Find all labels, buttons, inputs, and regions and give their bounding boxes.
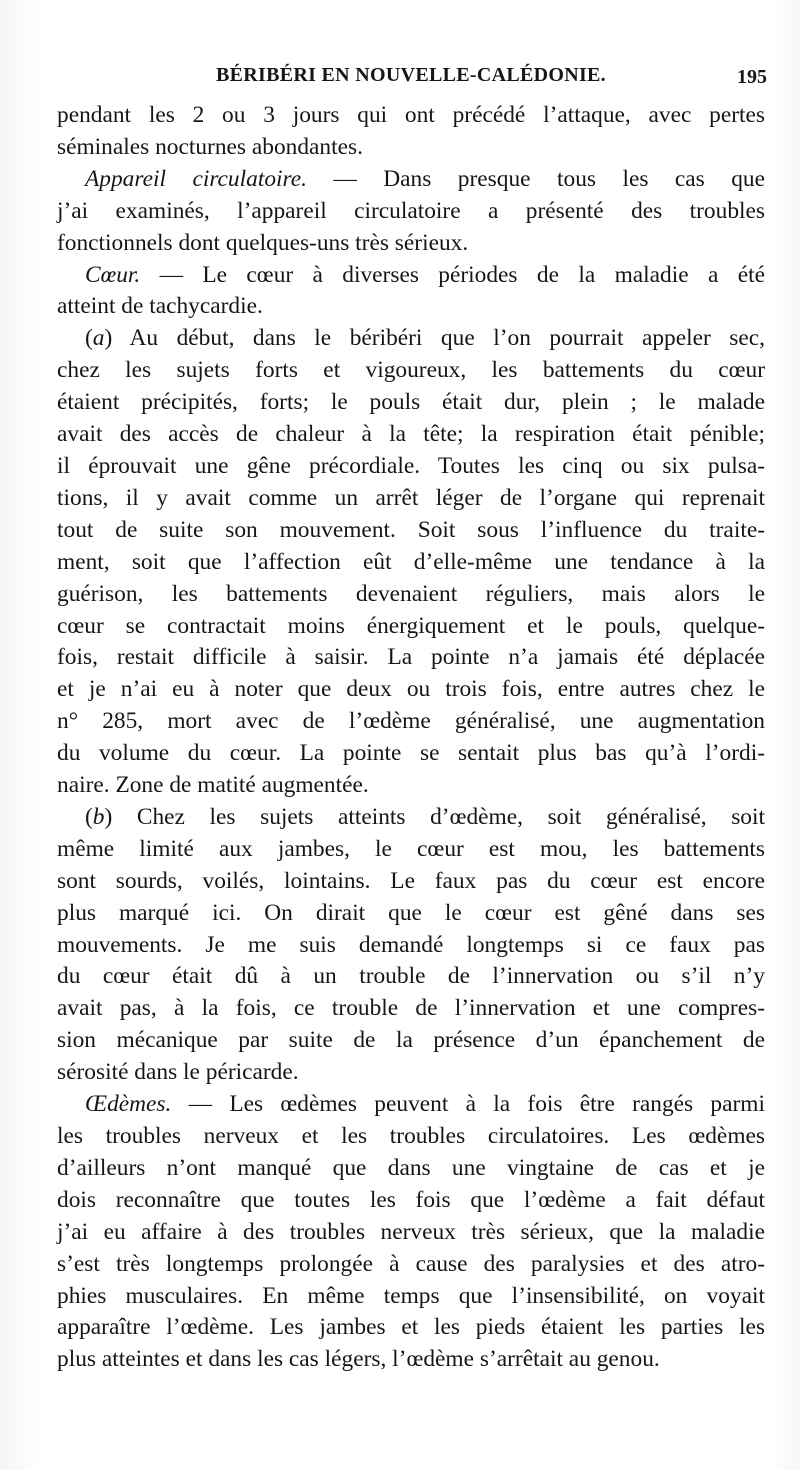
text-line: sont sourds, voilés, lointains. Le faux pas du cœur est encore <box>57 867 765 894</box>
text-line: séminales nocturnes abondantes. <box>57 133 363 160</box>
text-line: s’est très longtemps prolongée à cause des paralysies et des atro- <box>57 1250 765 1277</box>
text-line: du cœur était dû à un trouble de l’innervation ou s’il n’y <box>57 963 765 990</box>
paragraph-heading: Appareil circulatoire. <box>85 165 307 192</box>
page-header <box>55 62 767 98</box>
text-line: j’ai eu affaire à des troubles nerveux très sérieux, que la maladie <box>57 1218 765 1245</box>
paragraph <box>57 323 765 802</box>
body-text <box>57 100 765 1376</box>
text-line: phies musculaires. En même temps que l’insensibilité, on voyait <box>57 1282 765 1309</box>
text-line: et je n’ai eu à noter que deux ou trois fois, entre autres chez le <box>57 676 765 703</box>
text-line: tions, il y avait comme un arrêt léger de l’organe qui reprenait <box>57 484 765 511</box>
text-line: atteint de tachycardie. <box>57 293 263 320</box>
text-line: fois, restait difficile à saisir. La pointe n’a jamais été déplacée <box>57 644 765 671</box>
text-line: dois reconnaître que toutes les fois que l’œdème a fait défaut <box>57 1186 765 1213</box>
text-line: il éprouvait une gêne précordiale. Toutes les cinq ou six pulsa- <box>57 452 765 479</box>
text-line: Cœur. — Le cœur à diverses périodes de la maladie a été <box>85 261 765 288</box>
text-line: du volume du cœur. La pointe se sentait plus bas qu’à l’ordi- <box>57 740 765 767</box>
enumeration-label: (a) <box>85 325 113 352</box>
paragraph <box>57 164 765 260</box>
text-line: tout de suite son mouvement. Soit sous l’influence du traite- <box>57 516 765 543</box>
text-line: d’ailleurs n’ont manqué que dans une vingtaine de cas et je <box>57 1154 765 1181</box>
text-line: Œdèmes. — Les œdèmes peuvent à la fois être rangés parmi <box>85 1091 765 1118</box>
text-line: (b) Chez les sujets atteints d’œdème, soit généralisé, soit <box>85 803 765 830</box>
paragraph-heading: Cœur. <box>85 261 141 288</box>
text-line: plus marqué ici. On dirait que le cœur est gêné dans ses <box>57 899 765 926</box>
paragraph <box>57 100 765 164</box>
paragraph <box>57 260 765 324</box>
text-line: avait des accès de chaleur à la tête; la respiration était pénible; <box>57 421 765 448</box>
page-number: 195 <box>737 66 767 88</box>
running-title: BÉRIBÉRI EN NOUVELLE-CALÉDONIE. <box>216 64 606 86</box>
text-line: plus atteintes et dans les cas légers, l’œdème s’arrêtait au genou. <box>57 1346 660 1373</box>
text-line: Appareil circulatoire. — Dans presque tous les cas que <box>85 165 765 192</box>
text-line: sion mécanique par suite de la présence d’un épanchement de <box>57 1027 765 1054</box>
paragraph <box>57 802 765 1089</box>
text-line: j’ai examinés, l’appareil circulatoire a présenté des troubles <box>57 197 765 224</box>
text-line: pendant les 2 ou 3 jours qui ont précédé l’attaque, avec pertes <box>57 102 765 128</box>
text-line: les troubles nerveux et les troubles circulatoires. Les œdèmes <box>57 1123 765 1149</box>
text-line: cœur se contractait moins énergiquement et le pouls, quelque- <box>57 612 765 639</box>
text-line: guérison, les battements devenaient réguliers, mais alors le <box>57 580 765 607</box>
text-line: même limité aux jambes, le cœur est mou, les battements <box>57 835 765 862</box>
text-line: mouvements. Je me suis demandé longtemps si ce faux pas <box>57 931 765 958</box>
text-line: ment, soit que l’affection eût d’elle-même une tendance à la <box>57 548 765 575</box>
text-line: sérosité dans le péricarde. <box>57 1059 299 1086</box>
paragraph-heading: Œdèmes. <box>85 1091 172 1118</box>
text-line: naire. Zone de matité augmentée. <box>57 772 369 799</box>
text-line: n° 285, mort avec de l’œdème généralisé, une augmentation <box>57 708 765 735</box>
enumeration-label: (b) <box>85 803 113 830</box>
text-line: avait pas, à la fois, ce trouble de l’innervation et une compres- <box>57 995 765 1022</box>
text-line: étaient précipités, forts; le pouls était dur, plein ; le malade <box>57 389 765 416</box>
text-line: (a) Au début, dans le béribéri que l’on pourrait appeler sec, <box>85 325 765 352</box>
paragraph <box>57 1089 765 1376</box>
text-line: chez les sujets forts et vigoureux, les battements du cœur <box>57 357 765 384</box>
text-line: apparaître l’œdème. Les jambes et les pieds étaient les parties les <box>57 1314 765 1341</box>
text-line: fonctionnels dont quelques-uns très sérieux. <box>57 229 469 256</box>
